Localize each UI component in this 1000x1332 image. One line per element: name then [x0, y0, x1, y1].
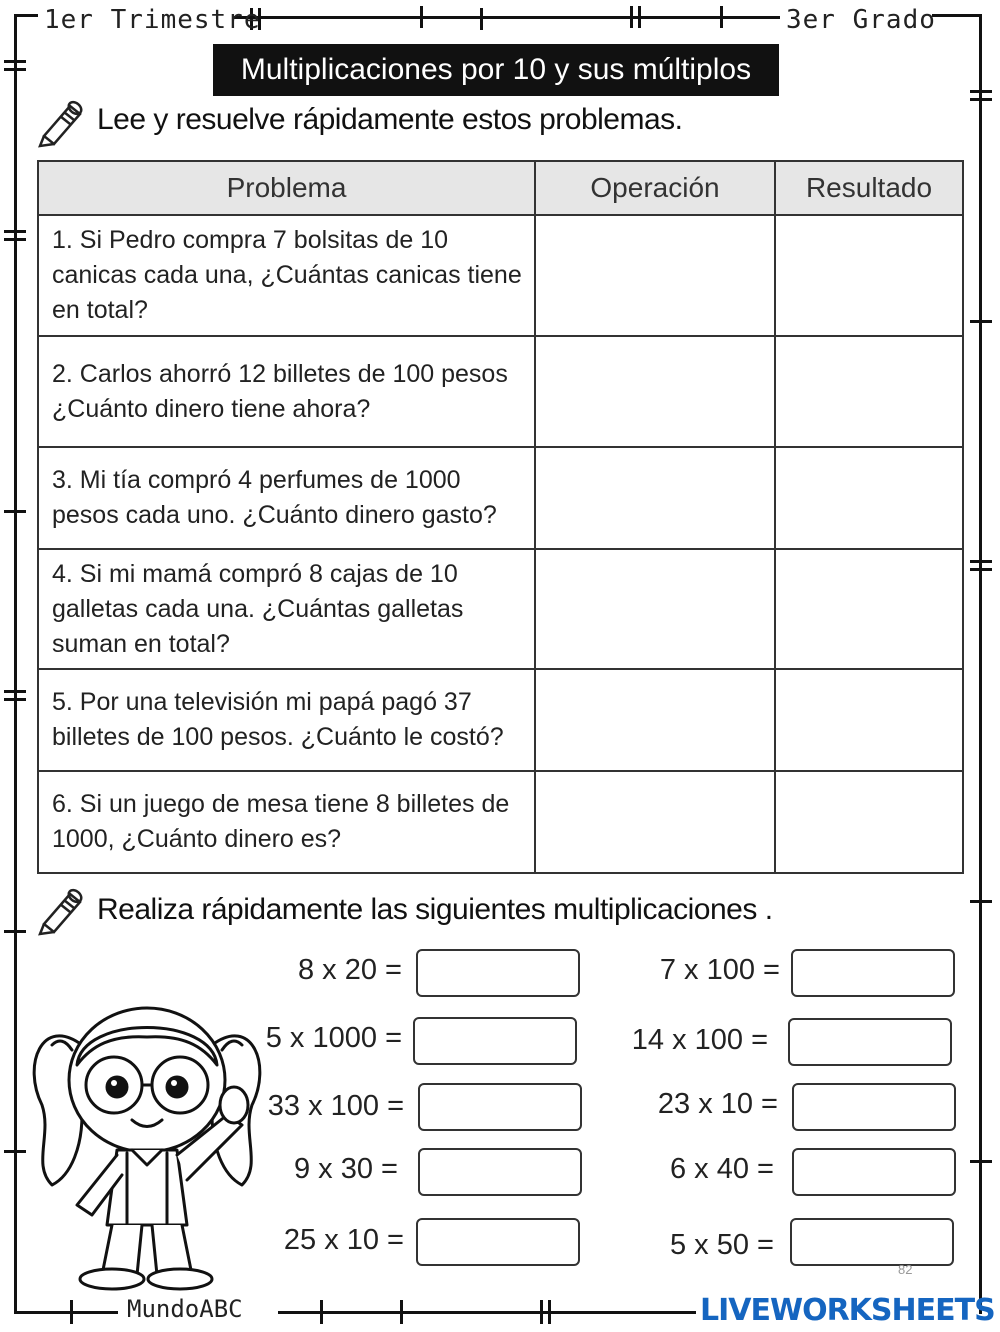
- frame-bottom-left: [14, 1311, 118, 1314]
- operation-cell[interactable]: [535, 669, 775, 771]
- frame-tick: [970, 568, 992, 571]
- result-cell[interactable]: [775, 771, 963, 873]
- answer-box[interactable]: [413, 1017, 577, 1065]
- frame-tick: [720, 6, 723, 28]
- frame-tick: [4, 510, 26, 513]
- problem-line: 6. Si un juego de mesa tiene 8 billetes de: [52, 790, 510, 818]
- problem-line: 2. Carlos ahorró 12 billetes de 100 pesos: [52, 359, 508, 388]
- problem-line: en total?: [52, 296, 148, 324]
- problem-text: [38, 447, 535, 549]
- result-cell[interactable]: [775, 669, 963, 771]
- operation-cell[interactable]: [535, 447, 775, 549]
- operation-cell[interactable]: [535, 215, 775, 336]
- multiplication-label: 33 x 100 =: [267, 1090, 404, 1122]
- column-header-resultado: Resultado: [775, 161, 963, 215]
- frame-bottom-mid: [278, 1311, 696, 1314]
- problem-text: [38, 669, 535, 771]
- multiplication-label: 5 x 1000 =: [265, 1022, 402, 1054]
- operation-cell[interactable]: [535, 771, 775, 873]
- problem-line: billetes de 100 pesos. ¿Cuánto le costó?: [52, 723, 504, 751]
- header-grade: 3er Grado: [786, 5, 936, 35]
- problem-text: [38, 771, 535, 873]
- frame-tick: [4, 930, 26, 933]
- table-header-row: [38, 161, 963, 215]
- table-row: [38, 336, 963, 447]
- multiplication-label: 9 x 30 =: [294, 1153, 398, 1185]
- frame-tick: [630, 6, 633, 28]
- frame-tick: [970, 90, 992, 93]
- problem-line: suman en total?: [52, 629, 230, 658]
- problems-table: [37, 160, 964, 874]
- frame-right: [979, 14, 982, 1314]
- operation-cell[interactable]: [535, 336, 775, 447]
- table-row: [38, 447, 963, 549]
- multiplication-label: 8 x 20 =: [298, 954, 402, 986]
- operation-cell[interactable]: [535, 549, 775, 669]
- problem-text: [38, 215, 535, 336]
- result-cell[interactable]: [775, 215, 963, 336]
- pencil-icon: [32, 94, 88, 150]
- liveworksheets-watermark: LIVEWORKSHEETS: [700, 1293, 995, 1328]
- problem-line: 1000, ¿Cuánto dinero es?: [52, 825, 342, 853]
- frame-tick: [70, 1300, 73, 1324]
- frame-tick: [970, 560, 992, 563]
- frame-top-left: [14, 14, 38, 17]
- frame-left: [14, 14, 17, 1314]
- multiplication-label: 6 x 40 =: [670, 1153, 774, 1185]
- multiplication-label: 7 x 100 =: [659, 954, 780, 986]
- frame-tick: [4, 60, 26, 63]
- answer-box[interactable]: [416, 1218, 580, 1266]
- frame-top-mid: [232, 16, 780, 19]
- answer-box[interactable]: [416, 949, 580, 997]
- problem-line: pesos cada uno. ¿Cuánto dinero gasto?: [52, 501, 497, 529]
- section1-instruction: Lee y resuelve rápidamente estos problemas.: [97, 103, 683, 136]
- problem-line: galletas cada una. ¿Cuántas galletas: [52, 594, 464, 623]
- footer-brand: MundoABC: [127, 1295, 243, 1323]
- answer-box[interactable]: [418, 1148, 582, 1196]
- multiplication-label: 25 x 10 =: [283, 1224, 404, 1256]
- frame-tick: [4, 698, 26, 701]
- frame-top-right: [932, 14, 982, 17]
- answer-box[interactable]: [790, 1218, 954, 1266]
- frame-tick: [548, 1300, 551, 1324]
- frame-tick: [638, 6, 641, 28]
- table-row: [38, 669, 963, 771]
- problem-line: 4. Si mi mamá compró 8 cajas de 10: [52, 559, 458, 588]
- frame-tick: [320, 1300, 323, 1324]
- answer-box[interactable]: [792, 1083, 956, 1131]
- pencil-icon: [32, 882, 88, 938]
- frame-tick: [970, 900, 992, 903]
- column-header-problema: Problema: [38, 161, 535, 215]
- problem-text: [38, 549, 535, 669]
- answer-box[interactable]: [418, 1083, 582, 1131]
- answer-box[interactable]: [792, 1148, 956, 1196]
- page-number: 82: [898, 1262, 913, 1277]
- problem-text: [38, 336, 535, 447]
- multiplication-label: 14 x 100 =: [631, 1024, 768, 1056]
- header-trimester: 1er Trimestre: [44, 5, 261, 35]
- frame-tick: [4, 68, 26, 71]
- problem-line: 1. Si Pedro compra 7 bolsitas de 10: [52, 226, 449, 254]
- frame-tick: [540, 1300, 543, 1324]
- answer-box[interactable]: [788, 1018, 952, 1066]
- frame-tick: [480, 8, 483, 30]
- frame-tick: [4, 690, 26, 693]
- frame-tick: [970, 1160, 992, 1163]
- frame-tick: [400, 1300, 403, 1324]
- answer-box[interactable]: [791, 949, 955, 997]
- frame-tick: [970, 320, 992, 323]
- table-row: [38, 549, 963, 669]
- table-row: [38, 215, 963, 336]
- frame-tick: [4, 230, 26, 233]
- problem-line: canicas cada una, ¿Cuántas canicas tiene: [52, 261, 522, 289]
- result-cell[interactable]: [775, 447, 963, 549]
- column-header-operacion: Operación: [535, 161, 775, 215]
- problem-line: ¿Cuánto dinero tiene ahora?: [52, 394, 371, 423]
- problem-line: 5. Por una televisión mi papá pagó 37: [52, 688, 472, 716]
- problem-line: 3. Mi tía compró 4 perfumes de 1000: [52, 466, 461, 494]
- frame-tick: [420, 6, 423, 28]
- section2-instruction: Realiza rápidamente las siguientes multiplicaciones .: [97, 893, 773, 926]
- result-cell[interactable]: [775, 549, 963, 669]
- result-cell[interactable]: [775, 336, 963, 447]
- frame-tick: [970, 98, 992, 101]
- page-title: Multiplicaciones por 10 y sus múltiplos: [213, 44, 779, 96]
- table-row: [38, 771, 963, 873]
- multiplication-label: 5 x 50 =: [670, 1229, 774, 1261]
- multiplication-label: 23 x 10 =: [657, 1088, 778, 1120]
- frame-tick: [4, 238, 26, 241]
